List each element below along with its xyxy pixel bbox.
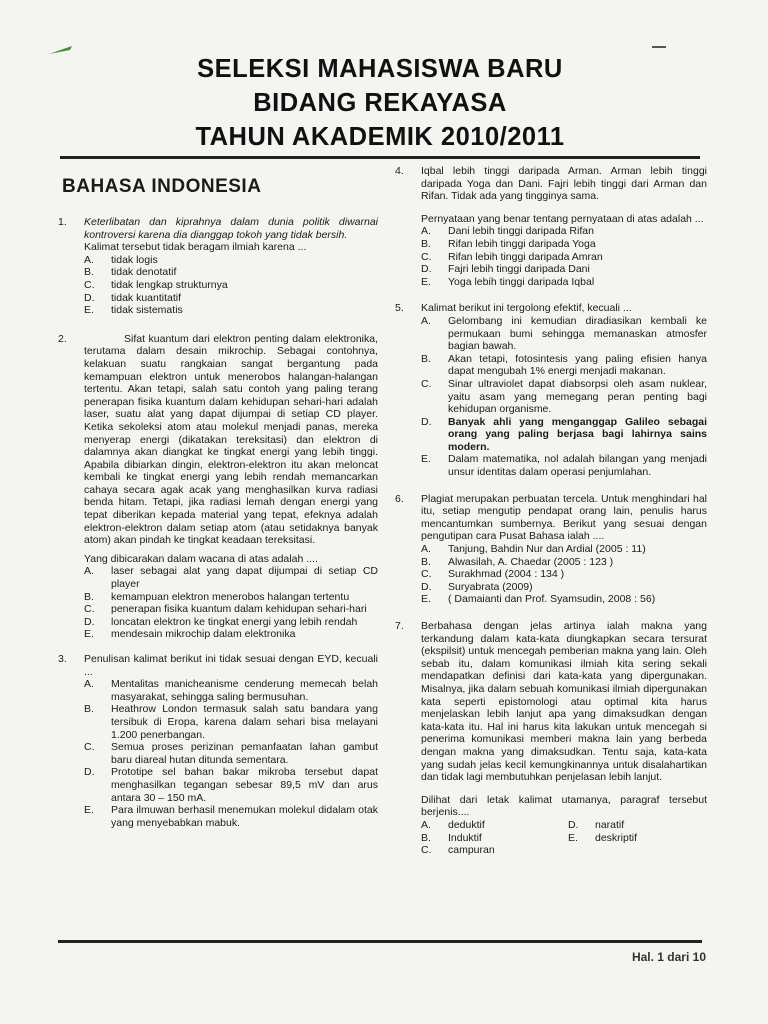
option-c[interactable]: C. Rifan lebih tinggi daripada Amran xyxy=(421,250,603,263)
corner-dash xyxy=(652,46,666,48)
question-prompt: Kalimat berikut ini tergolong efektif, kecuali ... xyxy=(421,302,632,315)
question-passage: Berbahasa dengan jelas artinya ialah makna yang terkandung dalam kata-kata diungkapkan secara tersurat (ekspilsit) untuk mencegah pemberian makna yang lain. Oleh sebab itu, dalam komunikasi ilmiah kita sering sekali mendapatkan definisi dari kata-kata yang dipergunakan. Misalnya, jika dalam sebuah komunikasi ilmiah dipergunakan kata seperti epistomologi atau optimal kita harus menjelaskan lebih lanjut apa yang dimaksudkan dengan kata-kata itu. Hal ini harus kita lakukan untuk mencegah si penerima komunikasi memberi makna lain yang berbeda dengan makna yang dimaksudkan. Tentu saja, kata-kata yang sudah jelas kecil kemungkinannya untuk disalahartikan dan tidak lagi membutuhkan penjelasan lebih lanjut. xyxy=(421,620,707,784)
question-passage: Iqbal lebih tinggi daripada Arman. Arman lebih tinggi daripada Yoga dan Dani. Fajri lebih tinggi dari Arman dan Rifan. Tidak ada yang tingginya sama. xyxy=(421,165,707,203)
header-line-1: SELEKSI MAHASISWA BARU xyxy=(197,55,563,83)
option-e[interactable]: E. Dalam matematika, nol adalah bilangan yang menjadi unsur identitas dalam operasi penjumlahan. xyxy=(421,453,707,479)
option-b-letter[interactable]: B. xyxy=(421,831,431,844)
question-prompt: Kalimat tersebut tidak beragam ilmiah karena ... xyxy=(84,241,307,254)
option-a[interactable]: A. Gelombang ini kemudian diradiasikan kembali ke permukaan bumi sehingga memanaskan atmosfer bagian bawah. xyxy=(421,314,707,353)
option-b[interactable]: B. Heathrow London termasuk salah satu bandara yang tersibuk di Eropa, karena dalam sehari bisa melayani 1.200 penerbangan. xyxy=(84,703,378,741)
option-a[interactable]: A. Dani lebih tinggi daripada Rifan xyxy=(421,225,594,238)
option-d[interactable]: D. loncatan elektron ke tingkat energi yang lebih rendah xyxy=(84,615,358,628)
option-e[interactable]: E. Para ilmuwan berhasil menemukan molekul didalam otak yang menyebabkan mabuk. xyxy=(84,804,378,829)
option-d-text[interactable]: naratif xyxy=(595,818,625,831)
question-sentence: Keterlibatan dan kiprahnya dalam dunia politik diwarnai kontroversi karena dia dianggap tokoh yang tidak bersih. xyxy=(84,216,378,241)
question-number: 5. xyxy=(395,302,404,315)
option-b[interactable]: B. Akan tetapi, fotosintesis yang paling efisien hanya dapat mengubah 1% energi menjadi makanan. xyxy=(421,352,707,378)
option-b[interactable]: B. kemampuan elektron menerobos halangan tertentu xyxy=(84,590,350,603)
option-c[interactable]: C. Sinar ultraviolet dapat diabsorpsi oleh asam nuklear, yaitu asam yang memegang peran penting bagi kehidupan organisme. xyxy=(421,377,707,416)
option-a-text[interactable]: deduktif xyxy=(448,818,485,831)
question-prompt: Dilihat dari letak kalimat utamanya, paragraf tersebut berjenis.... xyxy=(421,793,707,819)
option-d[interactable]: D. Banyak ahli yang menganggap Galileo sebagai orang yang paling berjasa bagi lahirnya sains modern. xyxy=(421,415,707,453)
question-number: 1. xyxy=(58,216,67,228)
option-d[interactable]: D. Suryabrata (2009) xyxy=(421,580,533,593)
options-grid xyxy=(421,819,707,857)
question-number: 3. xyxy=(58,653,67,665)
option-b[interactable]: B. Rifan lebih tinggi daripada Yoga xyxy=(421,237,596,250)
option-d-letter[interactable]: D. xyxy=(568,818,579,831)
question-3 xyxy=(58,653,378,829)
subject-title: BAHASA INDONESIA xyxy=(62,176,262,197)
question-5 xyxy=(395,302,707,478)
question-prompt: Pernyataan yang benar tentang pernyataan di atas adalah ... xyxy=(421,212,704,225)
option-b[interactable]: B. Alwasilah, A. Chaedar (2005 : 123 ) xyxy=(421,555,614,568)
question-prompt: Yang dibicarakan dalam wacana di atas adalah .... xyxy=(84,552,318,565)
option-c-letter[interactable]: C. xyxy=(421,844,432,857)
question-2 xyxy=(58,333,378,641)
option-d[interactable]: D. Prototipe sel bahan bakar mikroba tersebut dapat menghasilkan tegangan sebesar 89,5 mV dan arus antara 30 – 150 mA. xyxy=(84,766,378,804)
option-a[interactable]: A. Mentalitas manicheanisme cenderung memecah belah masyarakat, sehingga saling bermusuhan. xyxy=(84,678,378,703)
option-b-text[interactable]: Induktif xyxy=(448,831,482,844)
option-a[interactable]: A. laser sebagai alat yang dapat dijumpai di setiap CD player xyxy=(84,565,378,591)
option-e[interactable]: E. Yoga lebih tinggi daripada Iqbal xyxy=(421,275,595,288)
option-c[interactable]: C. Semua proses perizinan pemanfaatan lahan gambut baru diareal hutan ditunda sementara. xyxy=(84,741,378,766)
header-divider xyxy=(60,156,700,159)
option-b[interactable]: B. tidak denotatif xyxy=(84,266,177,279)
option-e[interactable]: E. tidak sistematis xyxy=(84,304,183,317)
question-1 xyxy=(58,216,378,317)
option-d[interactable]: D. tidak kuantitatif xyxy=(84,291,182,304)
option-e[interactable]: E. mendesain mikrochip dalam elektronika xyxy=(84,628,296,641)
page-number: Hal. 1 dari 10 xyxy=(631,950,706,964)
option-c[interactable]: C. tidak lengkap strukturnya xyxy=(84,278,228,291)
option-e[interactable]: E. ( Damaianti dan Prof. Syamsudin, 2008 : 56) xyxy=(421,593,656,606)
question-prompt: Penulisan kalimat berikut ini tidak sesuai dengan EYD, kecuali ... xyxy=(84,653,378,678)
option-a[interactable]: A. tidak logis xyxy=(84,253,158,266)
option-d[interactable]: D. Fajri lebih tinggi daripada Dani xyxy=(421,263,590,276)
exam-header xyxy=(60,52,700,154)
option-e-text[interactable]: deskriptif xyxy=(595,831,638,844)
option-c[interactable]: C. Surakhmad (2004 : 134 ) xyxy=(421,568,565,581)
question-6 xyxy=(395,493,707,606)
header-line-2: BIDANG REKAYASA xyxy=(253,89,507,117)
question-number: 2. xyxy=(58,332,67,345)
question-number: 6. xyxy=(395,492,404,505)
question-4 xyxy=(395,165,707,288)
right-column xyxy=(395,165,707,857)
question-number: 7. xyxy=(395,620,404,632)
question-passage: Sifat kuantum dari elektron penting dalam elektronika, terutama dalam desain mikrochip. Sebagai contohnya, kelakuan suatu rangkaian sangat bergantung pada kemampuan elektron untuk menerobos halangan-halangan tertentu. Akan tetapi, salah satu contoh yang paling terang penerapan fisika kuantum dalam kehidupan sehari-hari adalah laser, suatu alat yang dapat dijumpai di setiap CD player. Ketika sekoleksi atom atau molekul menjadi panas, mereka menyerap energi (dikatakan tereksitasi) dan elektron di dalamnya akan diangkat ke tingkat energi yang lebih tinggi. Apabila dibiarkan dingin, elektron-elektron itu akan meloncat kembali ke tingkat energi yang lebih rendah memancarkan cahaya secara agak acak yang menghasilkan kurva radiasi benda hitam. Tetapi, jika radiasi lemah dengan energi yang tepat diberikan kepada material yang tepat, efeknya adalah elektron-elektron dalam setiap atom (atau setidaknya banyak atom) akan pindah ke tingkat keadaan tereksitasi. xyxy=(84,332,378,547)
option-a-letter[interactable]: A. xyxy=(421,818,431,831)
question-7 xyxy=(395,620,707,857)
question-prompt: Plagiat merupakan perbuatan tercela. Untuk menghindari hal itu, setiap mengutip pendapat orang lain, penulis harus mencantumkan sumbernya. Berikut yang sesuai dengan pengutipan cara Pusat Bahasa ialah .... xyxy=(421,492,707,543)
option-c-text[interactable]: campuran xyxy=(448,844,495,857)
option-c[interactable]: C. penerapan fisika kuantum dalam kehidupan sehari-hari xyxy=(84,603,367,616)
option-a[interactable]: A. Tanjung, Bahdin Nur dan Ardial (2005 : 11) xyxy=(421,543,646,556)
footer-divider xyxy=(58,940,702,943)
question-number: 4. xyxy=(395,165,404,177)
header-line-3: TAHUN AKADEMIK 2010/2011 xyxy=(195,123,565,151)
left-column xyxy=(58,168,378,829)
option-e-letter[interactable]: E. xyxy=(568,831,578,844)
